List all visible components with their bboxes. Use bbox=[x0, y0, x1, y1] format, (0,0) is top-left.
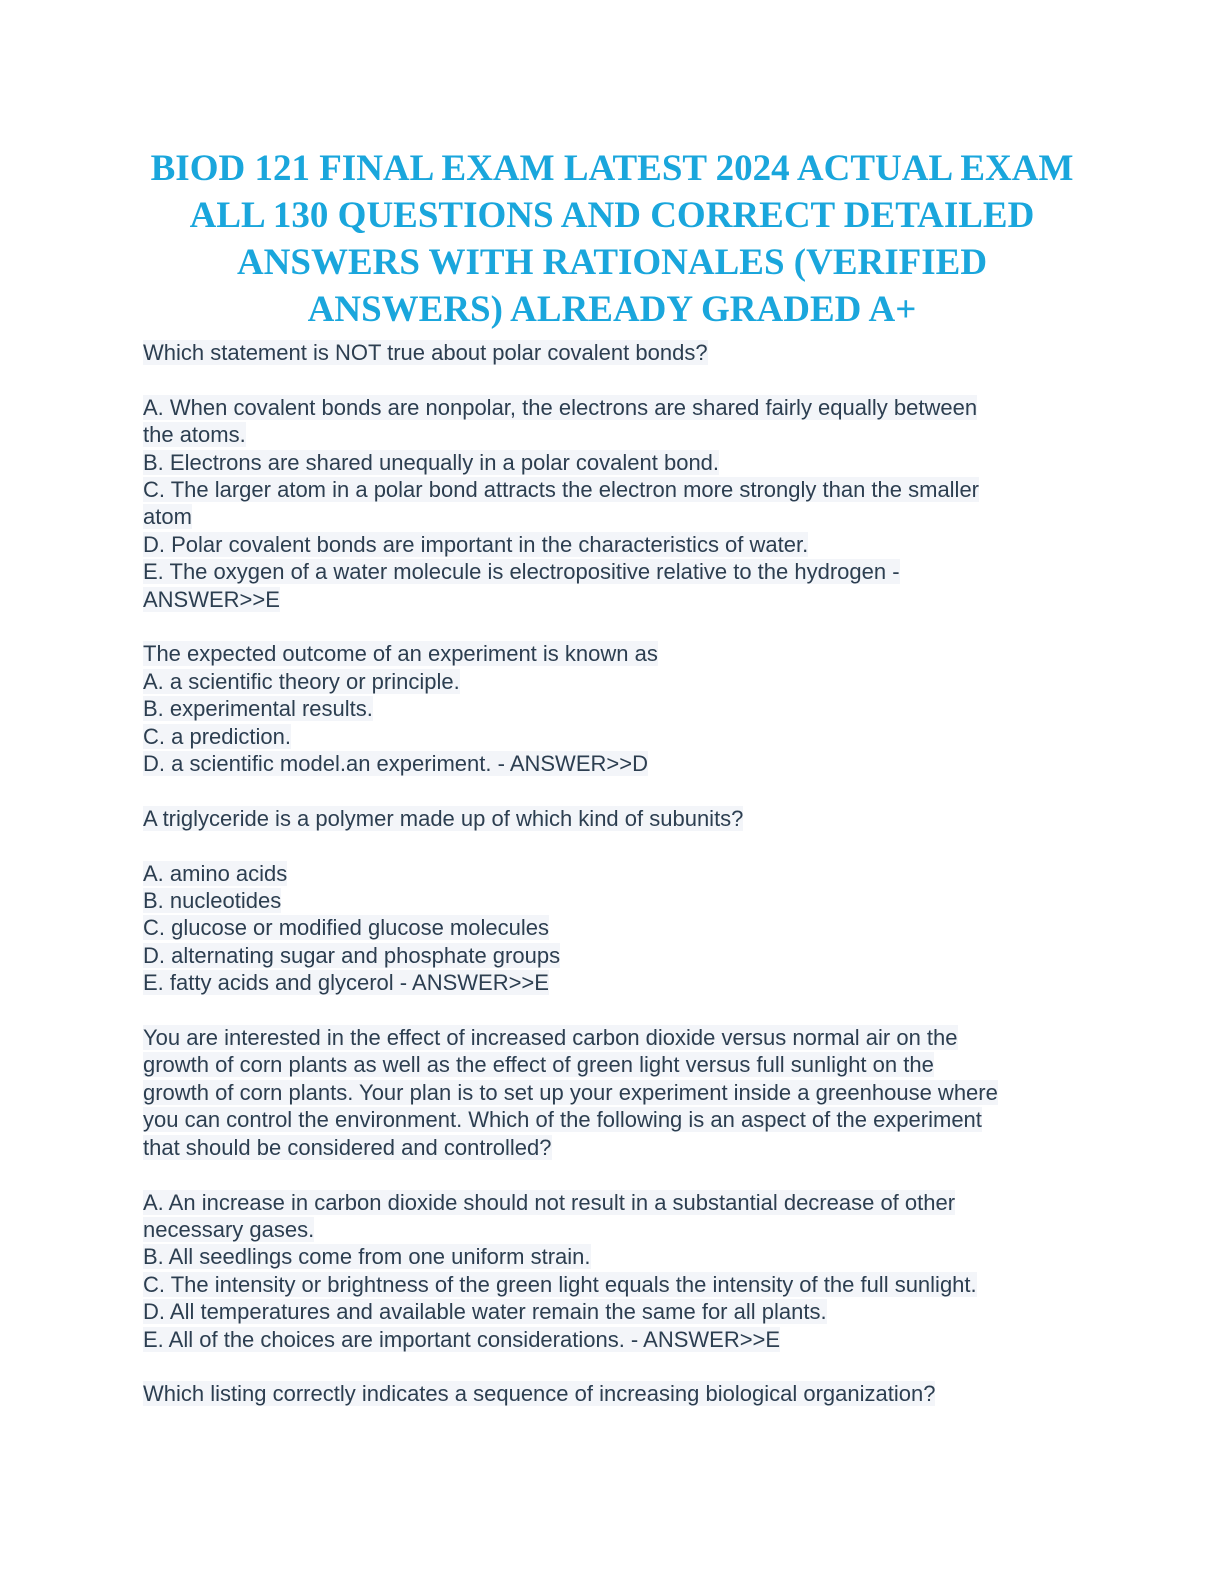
spacer bbox=[143, 777, 1083, 804]
answer-choice: B. All seedlings come from one uniform strain. bbox=[143, 1244, 591, 1270]
question-stem: The expected outcome of an experiment is known as bbox=[143, 641, 658, 667]
title-line: BIOD 121 FINAL EXAM LATEST 2024 ACTUAL EXAM bbox=[150, 148, 1074, 189]
title-line: ANSWERS) ALREADY GRADED A+ bbox=[307, 289, 917, 330]
answer-choice-continued: necessary gases. bbox=[143, 1216, 315, 1242]
answer-choice: D. alternating sugar and phosphate groups bbox=[143, 942, 561, 968]
question-stem-continued: growth of corn plants. Your plan is to set up your experiment inside a greenhouse where bbox=[143, 1079, 998, 1105]
answer-choice: A. a scientific theory or principle. bbox=[143, 668, 460, 694]
answer-choice: C. The intensity or brightness of the green light equals the intensity of the full sunlight. bbox=[143, 1271, 977, 1297]
spacer bbox=[143, 1161, 1083, 1188]
answer-choice: D. a scientific model.an experiment. - ANSWER>>D bbox=[143, 751, 648, 777]
answer-choice: E. All of the choices are important considerations. - ANSWER>>E bbox=[143, 1326, 781, 1352]
question-block bbox=[143, 339, 1083, 613]
question-list bbox=[143, 339, 1083, 1408]
question-block bbox=[143, 640, 1083, 777]
answer-choice: C. The larger atom in a polar bond attracts the electron more strongly than the smaller bbox=[143, 477, 980, 503]
question-stem: A triglyceride is a polymer made up of which kind of subunits? bbox=[143, 805, 744, 831]
title-line: ALL 130 QUESTIONS AND CORRECT DETAILED bbox=[189, 195, 1035, 236]
answer-choice: D. All temperatures and available water remain the same for all plants. bbox=[143, 1299, 827, 1325]
spacer bbox=[143, 1353, 1083, 1380]
question-stem: Which listing correctly indicates a sequence of increasing biological organization? bbox=[143, 1381, 936, 1407]
question-stem-continued: that should be considered and controlled? bbox=[143, 1134, 552, 1160]
answer-choice-continued: atom bbox=[143, 504, 192, 530]
answer-choice: E. fatty acids and glycerol - ANSWER>>E bbox=[143, 970, 549, 996]
question-stem-continued: growth of corn plants as well as the effect of green light versus full sunlight on the bbox=[143, 1052, 934, 1078]
spacer bbox=[143, 832, 1083, 859]
spacer bbox=[143, 997, 1083, 1024]
question-stem: You are interested in the effect of increased carbon dioxide versus normal air on the bbox=[143, 1025, 958, 1051]
spacer bbox=[143, 613, 1083, 640]
question-block bbox=[143, 1024, 1083, 1353]
answer-choice: E. The oxygen of a water molecule is electropositive relative to the hydrogen - bbox=[143, 559, 900, 585]
title-line: ANSWERS WITH RATIONALES (VERIFIED bbox=[236, 242, 988, 283]
document-title bbox=[110, 145, 1114, 333]
answer-choice: B. nucleotides bbox=[143, 888, 282, 914]
spacer bbox=[143, 366, 1083, 393]
question-stem-continued: you can control the environment. Which of the following is an aspect of the experiment bbox=[143, 1107, 982, 1133]
question-block bbox=[143, 805, 1083, 997]
answer-choice-continued: the atoms. bbox=[143, 422, 246, 448]
answer-choice: C. a prediction. bbox=[143, 723, 291, 749]
answer-choice: B. experimental results. bbox=[143, 696, 373, 722]
answer-key: ANSWER>>E bbox=[143, 586, 280, 612]
answer-choice: A. An increase in carbon dioxide should not result in a substantial decrease of other bbox=[143, 1189, 956, 1215]
answer-choice: B. Electrons are shared unequally in a polar covalent bond. bbox=[143, 449, 720, 475]
question-stem: Which statement is NOT true about polar covalent bonds? bbox=[143, 340, 708, 365]
question-block bbox=[143, 1380, 1083, 1407]
answer-choice: C. glucose or modified glucose molecules bbox=[143, 915, 549, 941]
answer-choice: D. Polar covalent bonds are important in the characteristics of water. bbox=[143, 531, 809, 557]
answer-choice: A. When covalent bonds are nonpolar, the electrons are shared fairly equally between bbox=[143, 394, 978, 420]
answer-choice: A. amino acids bbox=[143, 860, 288, 886]
